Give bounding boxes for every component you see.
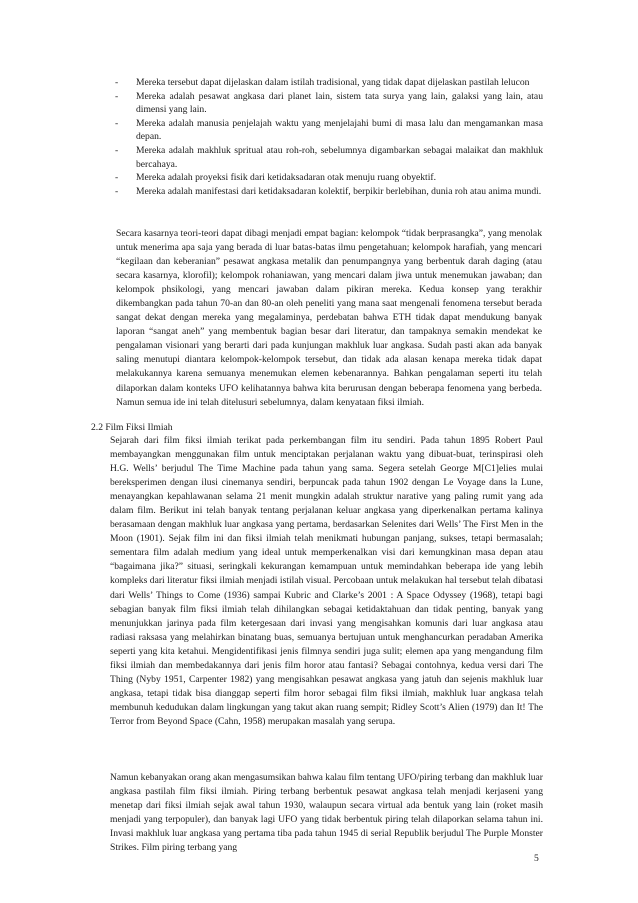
bullet-item: [115, 90, 543, 117]
bullet-text: Mereka adalah pesawat angkasa dari planet lain, sistem tata surya yang lain, galaksi yang lain, atau dimensi yang lain.: [136, 90, 543, 116]
page-number: 5: [534, 853, 539, 864]
bullet-item: [115, 171, 543, 185]
bullet-dash: -: [115, 117, 119, 129]
classification-paragraph: Secara kasarnya teori-teori dapat dibagi menjadi empat bagian: kelompok “tidak berprasangka”, yang menolak untuk menerima apa saja yang berada di luar batas-batas ilmu pengetahuan; kelompok harafiah, yang mencari “kegilaan dan keberanian” pesawat angkasa metalik dan penumpangnya yang berbentuk darah daging (atau secara kasarnya, klorofil); kelompok rohaniawan, yang mencari dalam jiwa untuk menemukan jawaban; dan kelompok phsikologi, yang mencari jawaban dalam pikiran mereka. Kedua konsep yang terakhir dikembangkan pada tahun 70-an dan 80-an oleh peneliti yang mana saat mengenali fenomena tersebut berada sangat dekat dengan mereka yang megalaminya, perdebatan bahwa ETH tidak dapat mendukung banyak laporan “sangat aneh” yang membentuk bagian besar dari literatur, dan tampaknya semakin mendekat ke pengalaman visionari yang berarti dari pada kunjungan makhluk luar angkasa. Sudah pasti akan ada banyak saling menutupi diantara kelompok-kelompok tersebut, dan tidak ada alasan kenapa mereka tidak dapat melakukannya karena semuanya menemukan elemen kebenarannya. Bahkan pengalaman seperti itu telah dilaporkan dalam konteks UFO kelihatannya bahwa kita berurusan dengan beberapa fenomena yang berbeda. Namun semua ide ini telah ditelusuri sebelumnya, dalam kenyataan fiksi ilmiah.: [116, 228, 542, 408]
bullet-dash: -: [115, 185, 119, 197]
theory-bullet-list: [115, 76, 543, 198]
ufo-films-paragraph: Namun kebanyakan orang akan mengasumsikan bahwa kalau film tentang UFO/piring terbang dan makhluk luar angkasa pastilah film fiksi ilmiah. Piring terbang berbentuk pesawat angkasa telah menjadi kerjaseni yang menetap dari fiksi ilmiah sejak awal tahun 1930, walaupun secara virtual ada bentuk yang lain (roket masih menjadi yang terpopuler), dan banyak lagi UFO yang tidak berbentuk piring telah dilaporkan selama tahun ini. Invasi makhluk luar angkasa yang pertama tiba pada tahun 1945 di serial Republik berjudul The Purple Monster Strikes. Film piring terbang yang: [110, 772, 543, 854]
bullet-item: [115, 144, 543, 171]
section-heading: 2.2 Film Fiksi Ilmiah: [91, 422, 173, 433]
bullet-item: [115, 185, 543, 199]
history-paragraph: Sejarah dari film fiksi ilmiah terikat pada perkembangan film itu sendiri. Pada tahun 1895 Robert Paul membayangkan menggunakan film untuk menciptakan perjalanan waktu yang dibuat-buat, terinspirasi oleh H.G. Wells’ berjudul The Time Machine pada tahun yang sama. Segera setelah George M[C1]elies mulai bereksperimen dengan ilusi cinemanya sendiri, berpuncak pada tahun 1902 dengan Le Voyage dans la Lune, menayangkan kepahlawanan selama 21 menit mungkin adalah struktur narative yang paling rumit yang ada dalam film. Berikut ini telah banyak tentang perjalanan keluar angkasa yang diperkenalkan pertama kalinya berasamaan dengan makhluk luar angkasa yang pertama, berdasarkan Selenites dari Wells’ The First Men in the Moon (1901). Sejak film ini dan fiksi ilmiah telah menikmati hubungan panjang, sukses, tetapi bermasalah; sementara film adalah medium yang ideal untuk memperkenalkan visi dari kemungkinan masa depan atau “bagaimana jika?” situasi, seringkali kekurangan kemampuan untuk memindahkan beberapa ide yang lebih kompleks dari literatur fiksi ilmiah menjadi istilah visual. Percobaan untuk melakukan hal tersebut telah dibatasi dari Wells’ Things to Come (1936) sampai Kubric and Clarke’s 2001 : A Space Odyssey (1968), tetapi bagi sebagian banyak film fiksi ilmiah telah dihilangkan sebagai ketidaktahuan dan tidak penting, banyak yang menunjukkan jarinya pada film ketergesaan dari invasi yang mengisahkan komunis dari luar angkasa atau radiasi raksasa yang melahirkan binatang buas, semuanya bertujuan untuk menghancurkan peradaban Amerika seperti yang kita ketahui. Mengidentifikasi jenis filmnya sendiri juga sulit; elemen apa yang mengandung film fiksi ilmiah dan membedakannya dari jenis film horor atau fantasi? Sebagai contohnya, kedua versi dari The Thing (Nyby 1951, Carpenter 1982) yang mengisahkan pesawat angkasa yang jatuh dan sejenis makhluk luar angkasa, tetapi tidak bisa dianggap seperti film horor sebagai film fiksi ilmiah, makhluk luar angkasa telah membunuh kedudukan dalam lingkungan yang takut akan ruang sempit; Ridley Scott’s Alien (1979) dan It! The Terror from Beyond Space (Cahn, 1958) merupakan masalah yang serupa.: [110, 435, 543, 727]
bullet-item: [115, 76, 543, 90]
bullet-text: Mereka adalah manusia penjelajah waktu yang menjelajahi bumi di masa lalu dan mengamankan masa depan.: [136, 117, 543, 143]
bullet-dash: -: [115, 90, 119, 102]
bullet-text: Mereka adalah makhluk spritual atau roh-roh, sebelumnya digambarkan sebagai malaikat dan makhluk bercahaya.: [136, 144, 543, 170]
bullet-dash: -: [115, 77, 119, 88]
bullet-text: Mereka tersebut dapat dijelaskan dalam istilah tradisional, yang tidak dapat dijelaskan pastilah lelucon: [136, 77, 530, 88]
bullet-item: [115, 117, 543, 144]
bullet-text: Mereka adalah manifestasi dari ketidaksadaran kolektif, berpikir berlebihan, dunia roh atau anima mundi.: [136, 185, 542, 197]
bullet-text: Mereka adalah proyeksi fisik dari ketidaksadaran otak menuju ruang obyektif.: [136, 172, 436, 184]
bullet-dash: -: [115, 144, 119, 156]
bullet-dash: -: [115, 172, 119, 184]
